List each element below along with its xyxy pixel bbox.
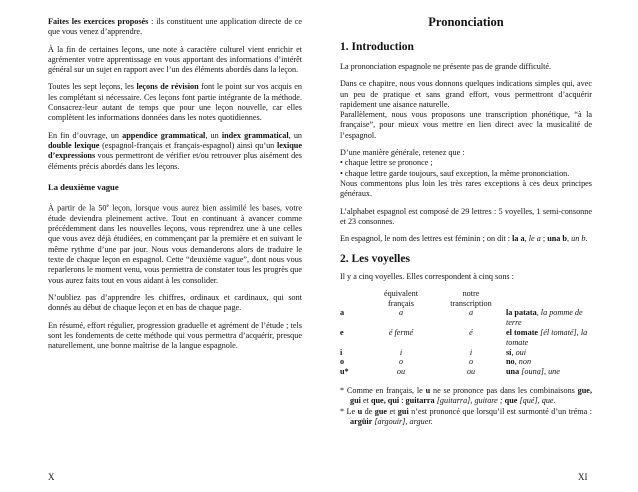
bullet-meme-prononciation: • chaque lettre garde toujours, sauf exception, la même prononciation.: [340, 168, 570, 178]
note-gue-gui: * Comme en français, le u ne se prononce pas dans les combinaisons gue, gui et que, qui : guitarra [guitarra], guitare ; que [qué], que.: [340, 385, 592, 406]
table-row: a a a la patata, la pomme de terre: [340, 308, 583, 328]
heading-voyelles: 2. Les voyelles: [340, 253, 410, 266]
page-number-left: X: [48, 472, 55, 482]
paragraph-exercices: Faites les exercices proposés : ils constituent une application directe de ce que vous venez d’apprendre.: [48, 17, 303, 37]
right-page: [340, 0, 592, 492]
paragraph-deuxieme-vague: À partir de la 50e leçon, lorsque vous aurez bien assimilé les bases, votre étude deviendra pleinement active. Tout en continuant à avancer comme précédemment dans les nouvelles leçons, vous reprendrez une à une celles que vous avez déjà étudiées, en commençant par la première et en suivant le même rythme d’une par jour. Nous vous demanderons alors de traduire le texte de chaque leçon en espagnol. Cette “deuxième vague”, dont nous vous reparlerons le moment venu, vous permettra de constater tous les progrès que vous aurez faits tout en vous aidant à les consolider.: [48, 202, 303, 285]
table-row: i i i sí, oui: [340, 347, 527, 357]
note-trema: * Le u de gue et gui n’est prononcé que lorsqu’il est surmonté d’un tréma : argüir [argouir], arguer.: [340, 406, 593, 426]
vowel-table-header: équivalent français notre transcription: [383, 288, 492, 308]
paragraph-revision: Toutes les sept leçons, les leçons de révision font le point sur vos acquis en les complétant si nécessaire. Ces leçons font partie intégrante de la méthode. Consacrez-leur autant de temps que pour une leçon nouvelle, car elles complètent les informations données dans les notes quotidiennes.: [48, 82, 302, 123]
table-row: u* ou ou una [ouna], une: [340, 367, 560, 377]
table-row: e é fermé é el tomate [él tomaté], la tomate: [340, 327, 588, 347]
paragraph-difficulte: La prononciation espagnole ne présente pas de grande difficulté.: [340, 62, 552, 71]
paragraph-chapitre: Dans ce chapitre, nous vous donnons quelques indications simples qui, avec un peu de pratique et sans grand effort, vous permettront d’acquérir rapidement une aisance naturelle.: [340, 79, 592, 109]
bullet-lettre-prononce: • chaque lettre se prononce ;: [340, 158, 433, 168]
paragraph-appendices: En fin d’ouvrage, un appendice grammatical, un index grammatical, un double lexique (espagnol-français et français-espagnol) ainsi qu’un lexique d’expressions vous permettront de vérifier et/ou retrouver plus aisément des éléments précis abordés dans les leçons.: [48, 130, 303, 171]
page-title: Prononciation: [428, 15, 504, 29]
paragraph-exceptions: Nous commentons plus loin les très rares exceptions à ces deux principes généraux.: [340, 178, 592, 199]
paragraph-nom-lettres: En espagnol, le nom des lettres est féminin ; on dit : la a, le a ; una b, un b.: [340, 234, 588, 244]
paragraph-note-culturelle: À la fin de certaines leçons, une note à caractère culturel vient enrichir et agrémenter votre apprentissage en vous apportant des informations d’intérêt général sur un sujet en rapport avec l’un des éléments abordés dans la leçon.: [48, 44, 302, 75]
paragraph-alphabet: L’alphabet espagnol est composé de 29 lettres : 5 voyelles, 1 semi-consonne et 23 consonnes.: [340, 206, 592, 226]
heading-deuxieme-vague: La deuxième vague: [48, 181, 119, 192]
vowel-table: [340, 289, 592, 377]
table-row: o o o no, non: [340, 357, 532, 367]
heading-introduction: 1. Introduction: [340, 41, 414, 53]
page-number-right: XI: [578, 472, 588, 482]
paragraph-chiffres: N’oubliez pas d’apprendre les chiffres, ordinaux et cardinaux, qui sont donnés au début de chaque leçon et en bas de chaque page.: [48, 292, 302, 313]
paragraph-resume: En résumé, effort régulier, progression graduelle et agrément de l’étude ; tels sont les fondements de cette méthode qui vous permettra d’acquérir, presque naturellement, une bonne maîtrise de la langue espagnole.: [48, 320, 302, 351]
left-page: [48, 0, 302, 492]
paragraph-transcription: Parallèlement, nous vous proposons une transcription phonétique, “à la française”, pour mieux vous mettre en lien direct avec la musicalité de l’espagnol.: [340, 110, 592, 140]
paragraph-retenez: D’une manière générale, retenez que :: [340, 148, 465, 158]
paragraph-cinq-voyelles: Il y a cinq voyelles. Elles correspondent à cinq sons :: [340, 272, 514, 282]
